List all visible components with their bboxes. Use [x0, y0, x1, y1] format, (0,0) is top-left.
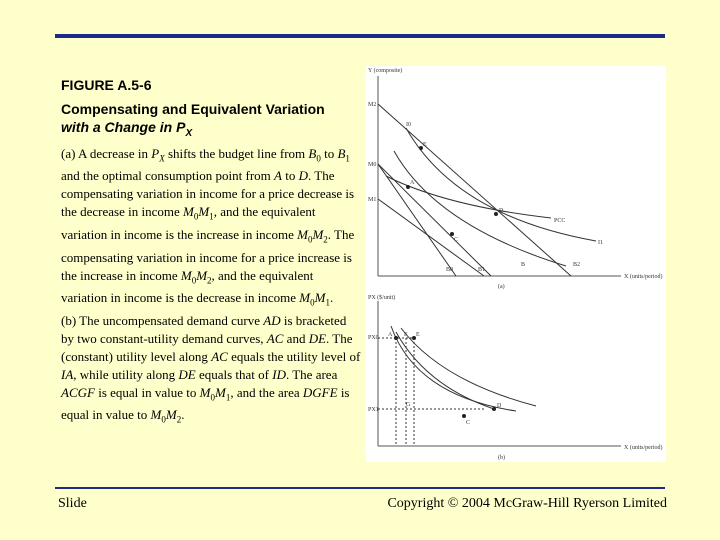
caption-run: X	[159, 153, 165, 164]
caption-run: DE	[308, 330, 327, 346]
caption-run: to	[281, 168, 299, 184]
panel-b-ytick-1: PX1	[368, 407, 379, 413]
caption-part-a	[61, 145, 361, 312]
caption-run: AC	[211, 348, 228, 364]
title-line-1: Compensating and Equivalent Variation	[61, 101, 325, 117]
label-a-d: D	[499, 208, 504, 214]
caption-run: 0	[193, 211, 199, 222]
footer-slide: Slide	[58, 496, 87, 511]
label-a-a: A	[410, 180, 415, 186]
label-b-g: G	[406, 402, 411, 408]
caption-run: DE	[178, 366, 196, 382]
point-b-c	[462, 414, 466, 418]
caption-run: . The compensating variation in income for a price decrease is the decrease in income	[61, 168, 355, 220]
panel-a-tag: (a)	[498, 284, 505, 290]
caption-run: 0	[307, 234, 313, 245]
budget-line-b	[378, 199, 484, 276]
caption-run: . The area	[285, 366, 338, 382]
caption-run: M	[199, 384, 211, 400]
label-pcc: PCC	[554, 218, 566, 224]
caption-run: equals the utility level of	[227, 348, 361, 364]
caption-run: M	[165, 407, 177, 423]
point-a-d	[494, 212, 498, 216]
caption-run: 2	[323, 234, 328, 245]
caption-run: and	[283, 330, 309, 346]
panel-a-ytick-1: M0	[368, 162, 377, 168]
caption-run: ID	[272, 366, 286, 382]
caption-run: and the optimal consumption point from	[61, 168, 275, 184]
caption-run: M	[297, 226, 308, 242]
caption-run: to	[320, 145, 338, 161]
caption-run: is equal in value to	[61, 384, 350, 423]
caption-run: is bracketed by two constant-utility demand curves,	[61, 312, 347, 346]
caption-run: 0	[310, 297, 315, 308]
caption-run: is equal in value to	[94, 384, 200, 400]
demand-curve-de	[401, 328, 536, 406]
caption-run: .	[329, 290, 334, 306]
point-b-a	[394, 336, 398, 340]
label-b-e: E	[416, 332, 420, 338]
caption-run: M	[299, 290, 311, 306]
panel-b-y-label: PX ($/unit)	[368, 295, 396, 301]
point-b-d	[492, 407, 496, 411]
label-b2: B2	[573, 262, 581, 268]
caption-run: M	[312, 226, 324, 242]
caption-run: , and the equivalent variation in income is the increase in income	[61, 204, 316, 242]
caption-run: 0	[161, 414, 166, 425]
label-i1: I1	[598, 240, 603, 246]
panel-a-y-label: Y (composite)	[368, 68, 403, 74]
figure-label: FIGURE A.5-6	[61, 77, 152, 93]
label-a-e: E	[423, 142, 427, 148]
caption-run: 0	[191, 275, 197, 286]
caption-run: IA	[61, 366, 74, 382]
caption-run: B	[308, 145, 317, 161]
caption-run: , while utility along	[73, 366, 179, 382]
label-b-d: D	[497, 403, 502, 409]
panel-a-ytick-2: M1	[368, 197, 377, 203]
caption-run: (b) The uncompensated demand curve	[61, 312, 264, 328]
caption-run: 1	[345, 153, 350, 164]
label-a-c: C	[454, 237, 459, 243]
caption-run: DGFE	[302, 384, 338, 400]
caption-run: AD	[263, 312, 281, 328]
caption-run: M	[314, 290, 326, 306]
indifference-curve-i0	[406, 128, 596, 241]
budget-line-b0	[378, 164, 459, 276]
figure-title	[61, 100, 361, 143]
label-b-a: A	[388, 332, 393, 338]
label-b1: B1	[478, 267, 486, 273]
caption-run: . The (constant) utility level along	[61, 330, 353, 364]
caption-run: M	[215, 384, 226, 400]
text-column	[61, 76, 361, 429]
top-rule	[55, 34, 665, 38]
caption-run: A	[274, 168, 282, 184]
footer-copyright: Copyright © 2004 McGraw-Hill Ryerson Limited	[387, 496, 667, 511]
panel-b-ytick-0: PX0	[368, 335, 379, 341]
caption-run: AC	[266, 330, 284, 346]
caption-run: equals that of	[195, 366, 273, 382]
panel-b-x-label: X (units/period)	[624, 445, 663, 451]
caption-run: 0	[210, 392, 215, 403]
caption-run: M	[183, 204, 194, 220]
caption-run: shifts the budget line from	[164, 145, 309, 161]
caption-run: .	[181, 407, 185, 423]
caption-run: ACGF	[61, 384, 95, 400]
caption-run: . The compensating variation in income for a price increase is the increase in income	[61, 226, 355, 283]
caption-run: 2	[207, 275, 212, 286]
caption-run: M	[150, 407, 162, 423]
demand-curve-ad	[396, 332, 494, 409]
caption-run: 2	[176, 414, 182, 425]
label-b: B	[521, 262, 526, 268]
caption-run: P	[151, 145, 160, 161]
panel-a-x-label: X (units/period)	[624, 274, 663, 280]
figure-svg	[366, 66, 666, 462]
caption-run: 1	[325, 297, 330, 308]
label-b-c: C	[466, 420, 471, 426]
caption-run: D	[298, 168, 308, 184]
caption-run: 1	[209, 211, 214, 222]
figure-panel	[366, 66, 666, 462]
caption-run: 1	[225, 392, 231, 403]
panel-a-ytick-0: M2	[368, 102, 377, 108]
point-a-c	[450, 232, 454, 236]
caption-run: M	[196, 267, 208, 283]
label-b-f: F	[404, 332, 408, 338]
caption-run: , and the area	[230, 384, 303, 400]
caption-run: , and the equivalent variation in income is the decrease in income	[61, 267, 314, 306]
title-subscript: X	[185, 127, 193, 139]
caption-run: B	[337, 145, 346, 161]
label-b0: B0	[446, 267, 454, 273]
caption-run: M	[198, 204, 210, 220]
caption-part-b	[61, 312, 361, 429]
title-line-2: with a Change in P	[61, 119, 186, 135]
caption-run: (a) A decrease in	[61, 145, 152, 161]
caption-run: 0	[316, 153, 321, 164]
label-i0: I0	[406, 122, 411, 128]
caption-run: M	[180, 267, 192, 283]
bottom-rule	[55, 487, 665, 489]
panel-b-tag: (b)	[498, 455, 505, 461]
